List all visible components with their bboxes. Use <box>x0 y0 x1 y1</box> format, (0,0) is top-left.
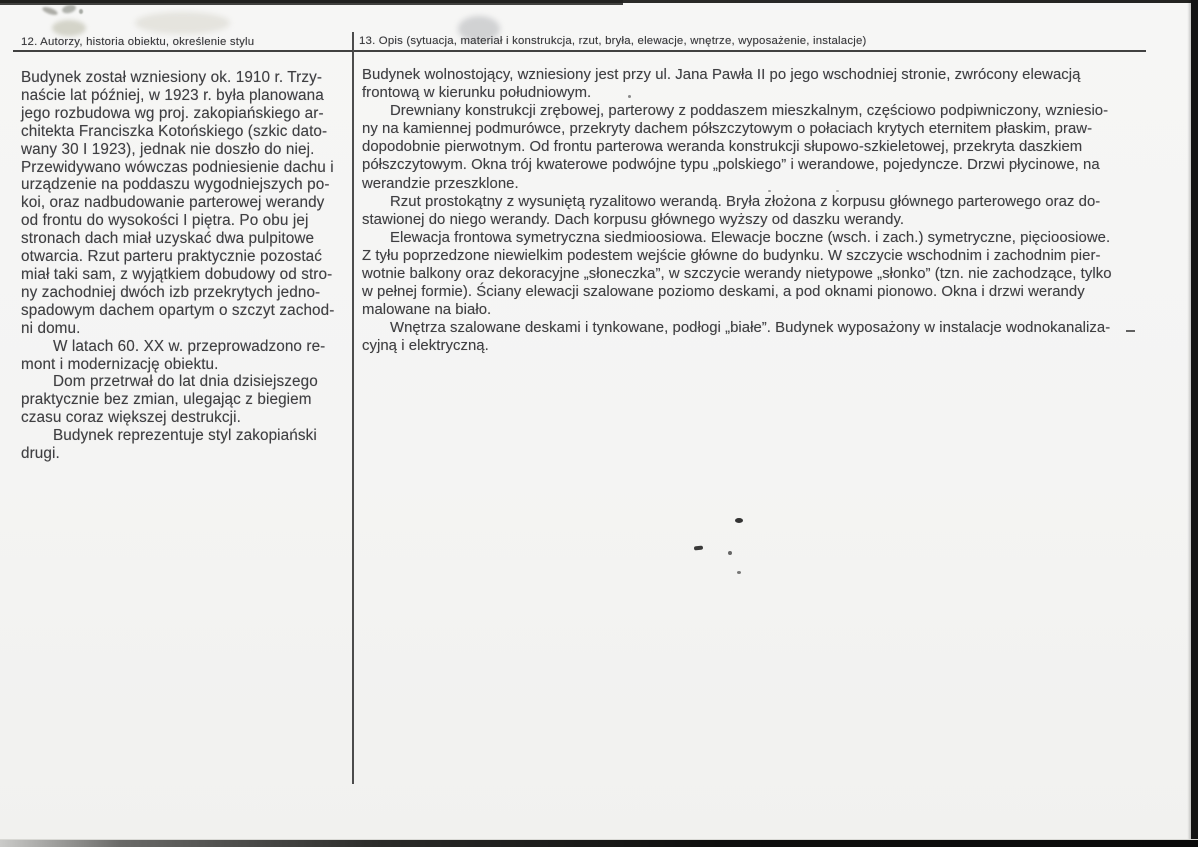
text-line: otwarcia. Rzut parteru praktycznie pozostać <box>21 248 323 266</box>
text-line: ny zachodniej dwóch izb przekrytych jedno- <box>21 283 321 301</box>
text-line: ni domu. <box>21 319 81 337</box>
text-line: dopodobnie pierwotnym. Od frontu parterowa weranda konstrukcji słupowo-szkieletowej, przekryta daszkiem <box>362 139 1083 156</box>
text-line: stawionej do niego werandy. Dach korpusu głównego wyższy od daszku werandy. <box>362 211 905 228</box>
text-line: W latach 60. XX w. przeprowadzono re- <box>53 337 326 355</box>
section-13-header-underline <box>354 50 1146 52</box>
text-line: drugi. <box>21 445 60 463</box>
text-line: werandzie przeszklone. <box>362 175 519 192</box>
text-line: naście lat później, w 1923 r. była planowana <box>21 86 324 104</box>
section-13-text <box>362 66 1152 356</box>
ink-speck <box>728 551 732 555</box>
section-12-header-underline <box>13 50 353 52</box>
text-line: wany 30 I 1923), jednak nie doszło do niej. <box>21 140 315 158</box>
scan-stain <box>135 12 230 34</box>
scan-smudge <box>41 5 58 16</box>
text-line: od frontu do wysokości I piętra. Po obu jej <box>21 212 309 230</box>
text-line: malowane na biało. <box>362 302 492 319</box>
text-line: Budynek został wzniesiony ok. 1910 r. Trzy- <box>21 69 323 86</box>
text-line: cyjną i elektryczną. <box>362 338 489 355</box>
text-line: czasu coraz większej destrukcji. <box>21 409 241 427</box>
text-line: w pełnej formie). Ściany elewacji szalowane poziomo deskami, a pod oknami pionowo. Okna i drzwi werandy <box>362 284 1085 301</box>
text-line: urządzenie na poddaszu wygodniejszych po- <box>21 176 330 194</box>
scan-stain <box>52 20 86 36</box>
text-line: Z tyłu poprzedzone niewielkim podestem wejście główne do budynku. W szczycie wschodnim i zachodnim pier- <box>362 247 1101 264</box>
text-line: Rzut prostokątny z wysuniętą ryzalitowo werandą. Bryła złożona z korpusu głównego parterowego oraz do- <box>390 193 1101 210</box>
scan-smudge <box>61 3 77 14</box>
text-line: półszczytowym. Okna trój kwaterowe podwójne typu „polskiego” i werandowe, pojedyncze. Drzwi płycinowe, na <box>362 157 1100 174</box>
section-12-text <box>21 69 353 463</box>
text-line: mont i modernizację obiektu. <box>21 355 219 373</box>
scan-edge-bottom <box>0 840 1198 847</box>
section-12-header: 12. Autorzy, historia obiektu, określenie stylu <box>21 36 255 48</box>
section-13-header: 13. Opis (sytuacja, materiał i konstrukcja, rzut, bryła, elewacje, wnętrze, wyposażenie, instalacje) <box>359 35 867 47</box>
text-line: Wnętrza szalowane deskami i tynkowane, podłogi „białe”. Budynek wyposażony w instalacje wodnokanaliza- <box>390 320 1111 337</box>
text-line: koi, oraz nadbudowanie parterowej werandy <box>21 194 325 212</box>
text-line: miał taki sam, z wyjątkiem dobudowy od stro- <box>21 265 333 283</box>
text-line: Drewniany konstrukcji zrębowej, parterowy z poddaszem mieszkalnym, częściowo podpiwniczony, wzniesio- <box>390 103 1109 120</box>
ink-speck <box>737 571 741 574</box>
text-line: Budynek reprezentuje styl zakopiański <box>53 427 317 445</box>
scan-smudge <box>79 9 83 14</box>
text-line: Budynek wolnostojący, wzniesiony jest przy ul. Jana Pawła II po jego wschodniej stronie, zwrócony elewacją <box>362 67 1081 83</box>
ink-speck <box>694 546 703 551</box>
scan-edge-right <box>1191 0 1198 847</box>
text-line: stronach dach miał uzyskać dwa pulpitowe <box>21 230 315 248</box>
text-line: Przewidywano wówczas podniesienie dachu i <box>21 158 334 176</box>
text-line: wotnie balkony oraz dekoracyjne „słoneczka”, w szczycie werandy nietypowe „słonko” (tzn. nie zachodzące, tylko <box>362 266 1112 283</box>
text-line: chitekta Franciszka Kotońskiego (szkic dato- <box>21 122 328 140</box>
text-line: ny na kamiennej podmurówce, przekryty dachem półszczytowym o połaciach krytych eternitem płaskim, praw- <box>362 121 1093 138</box>
ink-speck <box>735 518 743 523</box>
text-line: Elewacja frontowa symetryczna siedmioosiowa. Elewacje boczne (wsch. i zach.) symetryczne, pięcioosiowe. <box>390 229 1111 246</box>
text-line: Dom przetrwał do lat dnia dzisiejszego <box>53 373 318 391</box>
text-line: spadowym dachem opartym o szczyt zachod- <box>21 301 335 319</box>
text-line: praktycznie bez zmian, ulegając z biegiem <box>21 391 312 409</box>
text-line: jego rozbudowa wg proj. zakopiańskiego ar- <box>21 104 324 122</box>
text-line: frontową w kierunku południowym. <box>362 85 592 102</box>
scan-edge-top-dark-segment <box>0 0 623 5</box>
